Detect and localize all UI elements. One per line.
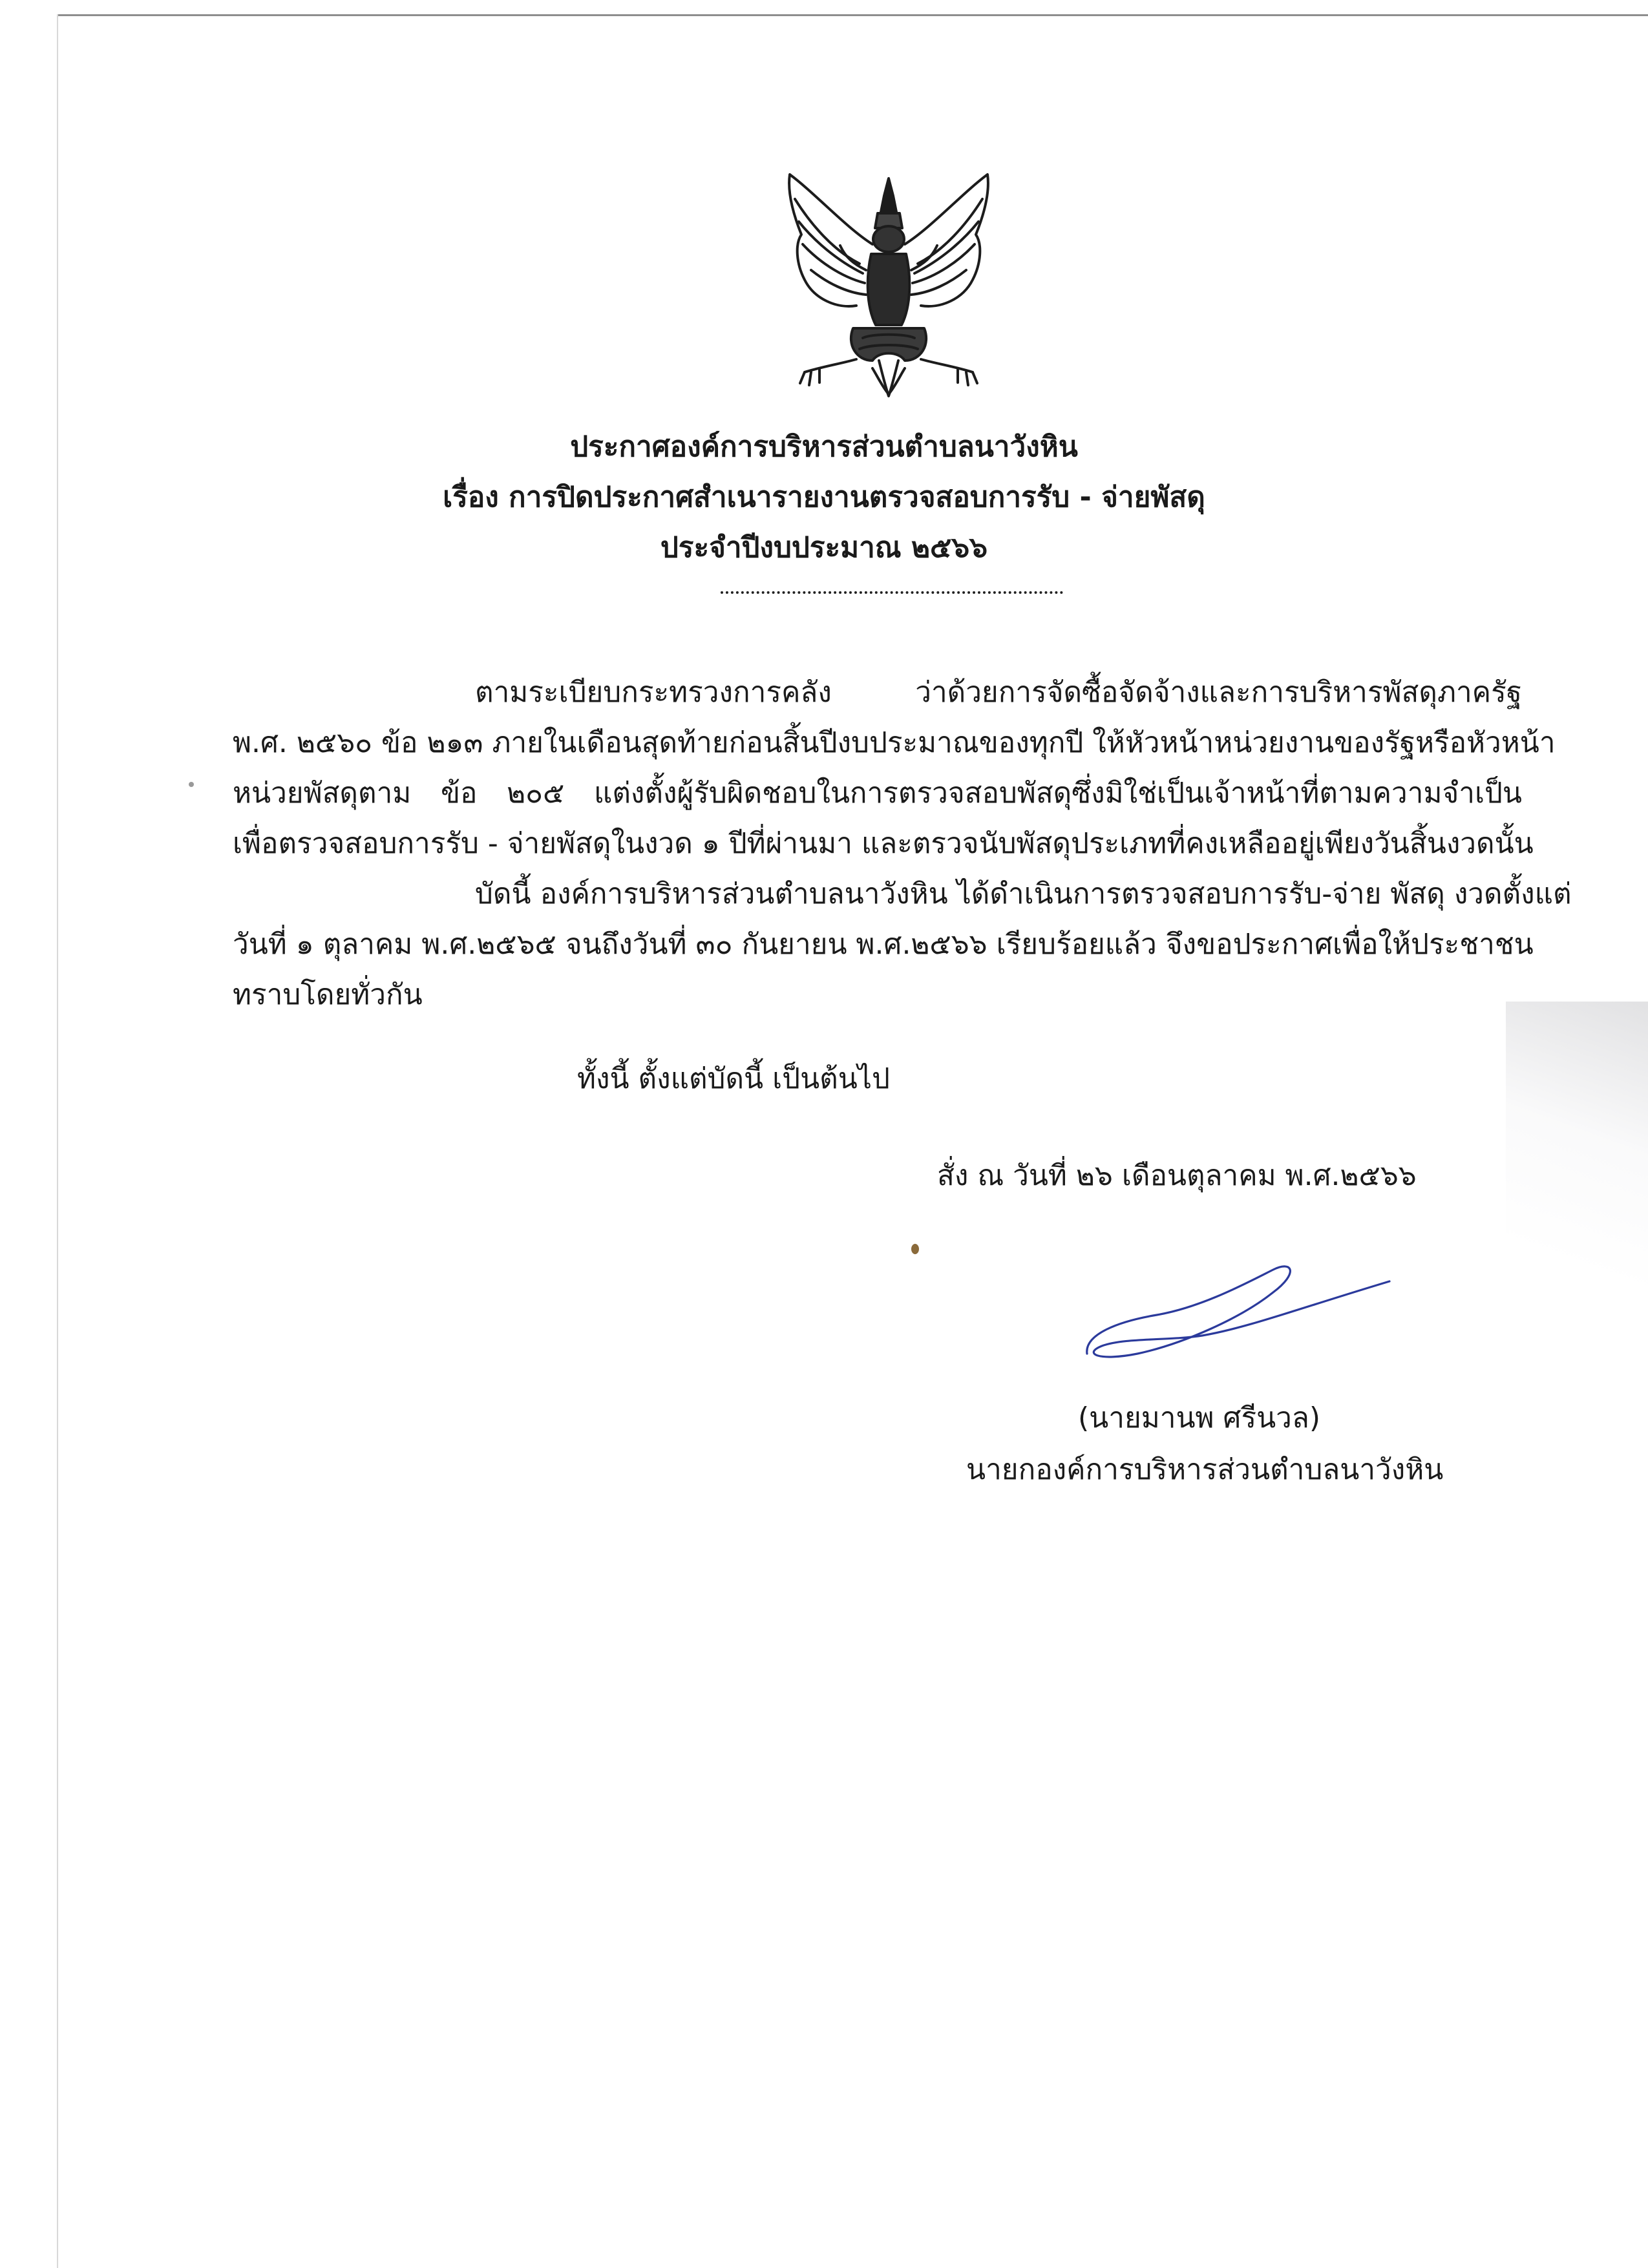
- scan-top-edge: [58, 14, 1648, 16]
- issue-date: สั่ง ณ วันที่ ๒๖ เดือนตุลาคม พ.ศ.๒๕๖๖: [937, 1159, 1417, 1192]
- dotted-divider: [721, 591, 1063, 594]
- body-paragraph-line: ตามระเบียบกระทรวงการคลัง ว่าด้วยการจัดซื้อจัดจ้างและการบริหารพัสดุภาครัฐ: [475, 676, 1522, 709]
- paper-fold-shadow: [1506, 1002, 1648, 1338]
- body-paragraph-line: บัดนี้ องค์การบริหารส่วนตำบลนาวังหิน ได้ดำเนินการตรวจสอบการรับ-จ่าย พัสดุ งวดตั้งแต่: [475, 877, 1572, 910]
- body-paragraph-line: เพื่อตรวจสอบการรับ - จ่ายพัสดุในงวด ๑ ปีที่ผ่านมา และตรวจนับพัสดุประเภทที่คงเหลืออยู่เพียงวันสิ้นงวดนั้น: [233, 827, 1534, 860]
- garuda-emblem-icon: [776, 167, 1002, 401]
- handwritten-signature: [1079, 1257, 1402, 1386]
- body-paragraph-line: ทราบโดยทั่วกัน: [233, 978, 423, 1011]
- paper-speck: [189, 782, 194, 787]
- announcement-fiscal-year: ประจำปีงบประมาณ ๒๕๖๖: [660, 531, 988, 564]
- scan-left-edge: [57, 14, 58, 2268]
- signer-position: นายกองค์การบริหารส่วนตำบลนาวังหิน: [966, 1453, 1444, 1486]
- announcement-subject: เรื่อง การปิดประกาศสำเนารายงานตรวจสอบการรับ - จ่ายพัสดุ: [443, 481, 1205, 514]
- signer-name: (นายมานพ ศรีนวล): [1078, 1402, 1320, 1434]
- body-paragraph-line: พ.ศ. ๒๕๖๐ ข้อ ๒๑๓ ภายในเดือนสุดท้ายก่อนสิ้นปีงบประมาณของทุกปี ให้หัวหน้าหน่วยงานของรัฐหรือหัวหน้า: [233, 726, 1556, 759]
- body-paragraph-line: วันที่ ๑ ตุลาคม พ.ศ.๒๕๖๕ จนถึงวันที่ ๓๐ กันยายน พ.ศ.๒๕๖๖ เรียบร้อยแล้ว จึงขอประกาศเพื่อให้ประชาชน: [233, 928, 1534, 961]
- announcement-title: ประกาศองค์การบริหารส่วนตำบลนาวังหิน: [570, 430, 1078, 463]
- effective-statement: ทั้งนี้ ตั้งแต่บัดนี้ เป็นต้นไป: [577, 1062, 890, 1095]
- paper-speck: [911, 1244, 919, 1254]
- body-paragraph-line: หน่วยพัสดุตาม ข้อ ๒๐๕ แต่งตั้งผู้รับผิดชอบในการตรวจสอบพัสดุซึ่งมิใช่เป็นเจ้าหน้าที่ตามความจำเป็น: [233, 777, 1522, 810]
